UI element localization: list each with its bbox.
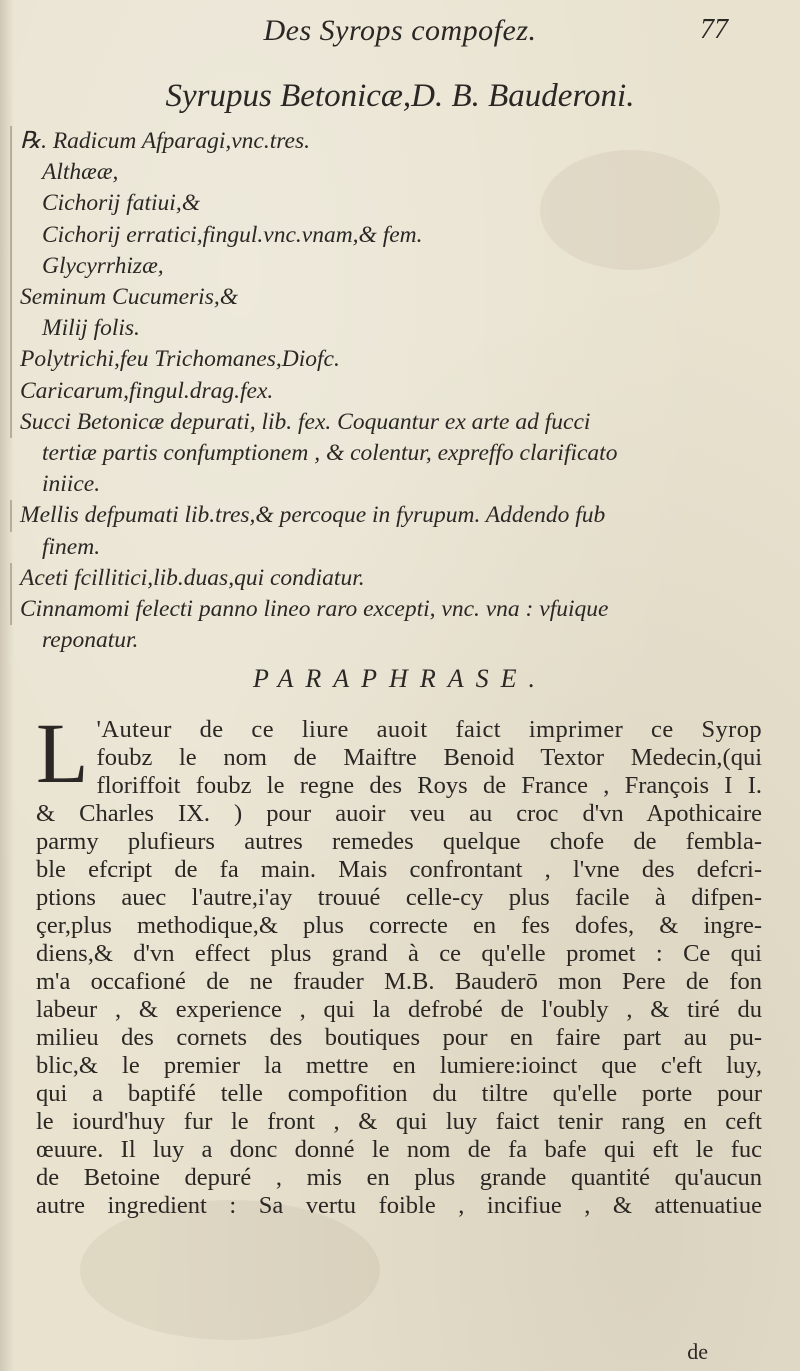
ingredient-line: ℞. Radicum Afparagi,vnc.tres.: [10, 126, 770, 157]
recipe-ingredients: [10, 126, 770, 656]
text-line: 'Auteur de ce liure auoit faict imprimer ce Syrop: [96, 716, 762, 743]
text-line: autre ingredient : Sa vertu foible , incifiue , & attenuatiue: [36, 1192, 762, 1219]
ingredient-line: Milij folis.: [10, 313, 770, 344]
ingredient-line: Cichorij fatiui,&: [10, 188, 770, 219]
text-line: floriffoit foubz le regne des Roys de France , François I I.: [96, 772, 762, 799]
text-line: diens,& d'vn effect plus grand à ce qu'elle promet : Ce qui: [36, 940, 762, 967]
paraphrase-lines: [36, 705, 762, 1220]
paraphrase-heading: PARAPHRASE.: [253, 664, 547, 693]
text-line: m'a occafioné de ne frauder M.B. Bauderō mon Pere de fon: [36, 968, 762, 995]
ingredient-line: reponatur.: [42, 627, 139, 654]
ingredient-line: Cichorij erratici,fingul.vnc.vnam,& fem.: [10, 220, 770, 251]
recipe-title: Syrupus Betonicæ,D. B. Bauderoni.: [165, 78, 635, 114]
ingredient-line: Caricarum,fingul.drag.fex.: [10, 376, 770, 407]
text-line: milieu des cornets des boutiques pour en faire part au pu-: [36, 1024, 762, 1051]
ingredient-line: Cinnamomi felecti panno lineo raro excepti, vnc. vna : vfuique: [10, 594, 770, 625]
text-line: le iourd'huy fur le front , & qui luy faict tenir rang en ceft: [36, 1108, 762, 1135]
paper-stain: [80, 1200, 380, 1340]
ingredient-line: iniice.: [42, 471, 101, 498]
text-line: ble efcript de fa main. Mais confrontant , l'vne des defcri-: [36, 856, 762, 883]
text-line: œuure. Il luy a donc donné le nom de fa bafe qui eft le fuc: [36, 1136, 762, 1163]
text-line: qui a baptifé telle compofition du tiltre qu'elle porte pour: [36, 1080, 762, 1107]
paraphrase-body: [36, 705, 762, 1220]
ingredient-line: Glycyrrhizæ,: [10, 251, 770, 282]
text-line: foubz le nom de Maiftre Benoid Textor Medecin,(qui: [96, 744, 762, 771]
drop-cap: L: [36, 705, 89, 801]
ingredient-line: Mellis defpumati lib.tres,& percoque in fyrupum. Addendo fub: [10, 500, 770, 531]
page-number: 77: [700, 14, 728, 45]
ingredient-line: Althææ,: [10, 157, 770, 188]
ingredient-line: Polytrichi,feu Trichomanes,Diofc.: [10, 344, 770, 375]
running-title: Des Syrops compofez.: [263, 14, 537, 47]
ingredient-line: Succi Betonicæ depurati, lib. fex. Coquantur ex arte ad fucci: [10, 407, 770, 438]
text-line: blic,& le premier la mettre en lumiere:ioinct que c'eft luy,: [36, 1052, 762, 1079]
text-line: parmy plufieurs autres remedes quelque chofe de fembla-: [36, 828, 762, 855]
text-line: ptions auec l'autre,i'ay trouué celle-cy plus facile à difpen-: [36, 884, 762, 911]
catchword: de: [687, 1339, 708, 1364]
text-line: labeur , & experience , qui la defrobé de l'oubly , & tiré du: [36, 996, 762, 1023]
ingredient-line: tertiæ partis confumptionem , & colentur, expreffo clarificato: [42, 440, 618, 467]
ingredient-line: finem.: [42, 533, 101, 560]
text-line: & Charles IX. ) pour auoir veu au croc d'vn Apothicaire: [36, 800, 762, 827]
ingredient-line: Seminum Cucumeris,&: [10, 282, 770, 313]
text-line: çer,plus methodique,& plus correcte en fes dofes, & ingre-: [36, 912, 762, 939]
text-line: de Betoine depuré , mis en plus grande quantité qu'aucun: [36, 1164, 762, 1191]
ingredient-line: Aceti fcillitici,lib.duas,qui condiatur.: [10, 563, 770, 594]
